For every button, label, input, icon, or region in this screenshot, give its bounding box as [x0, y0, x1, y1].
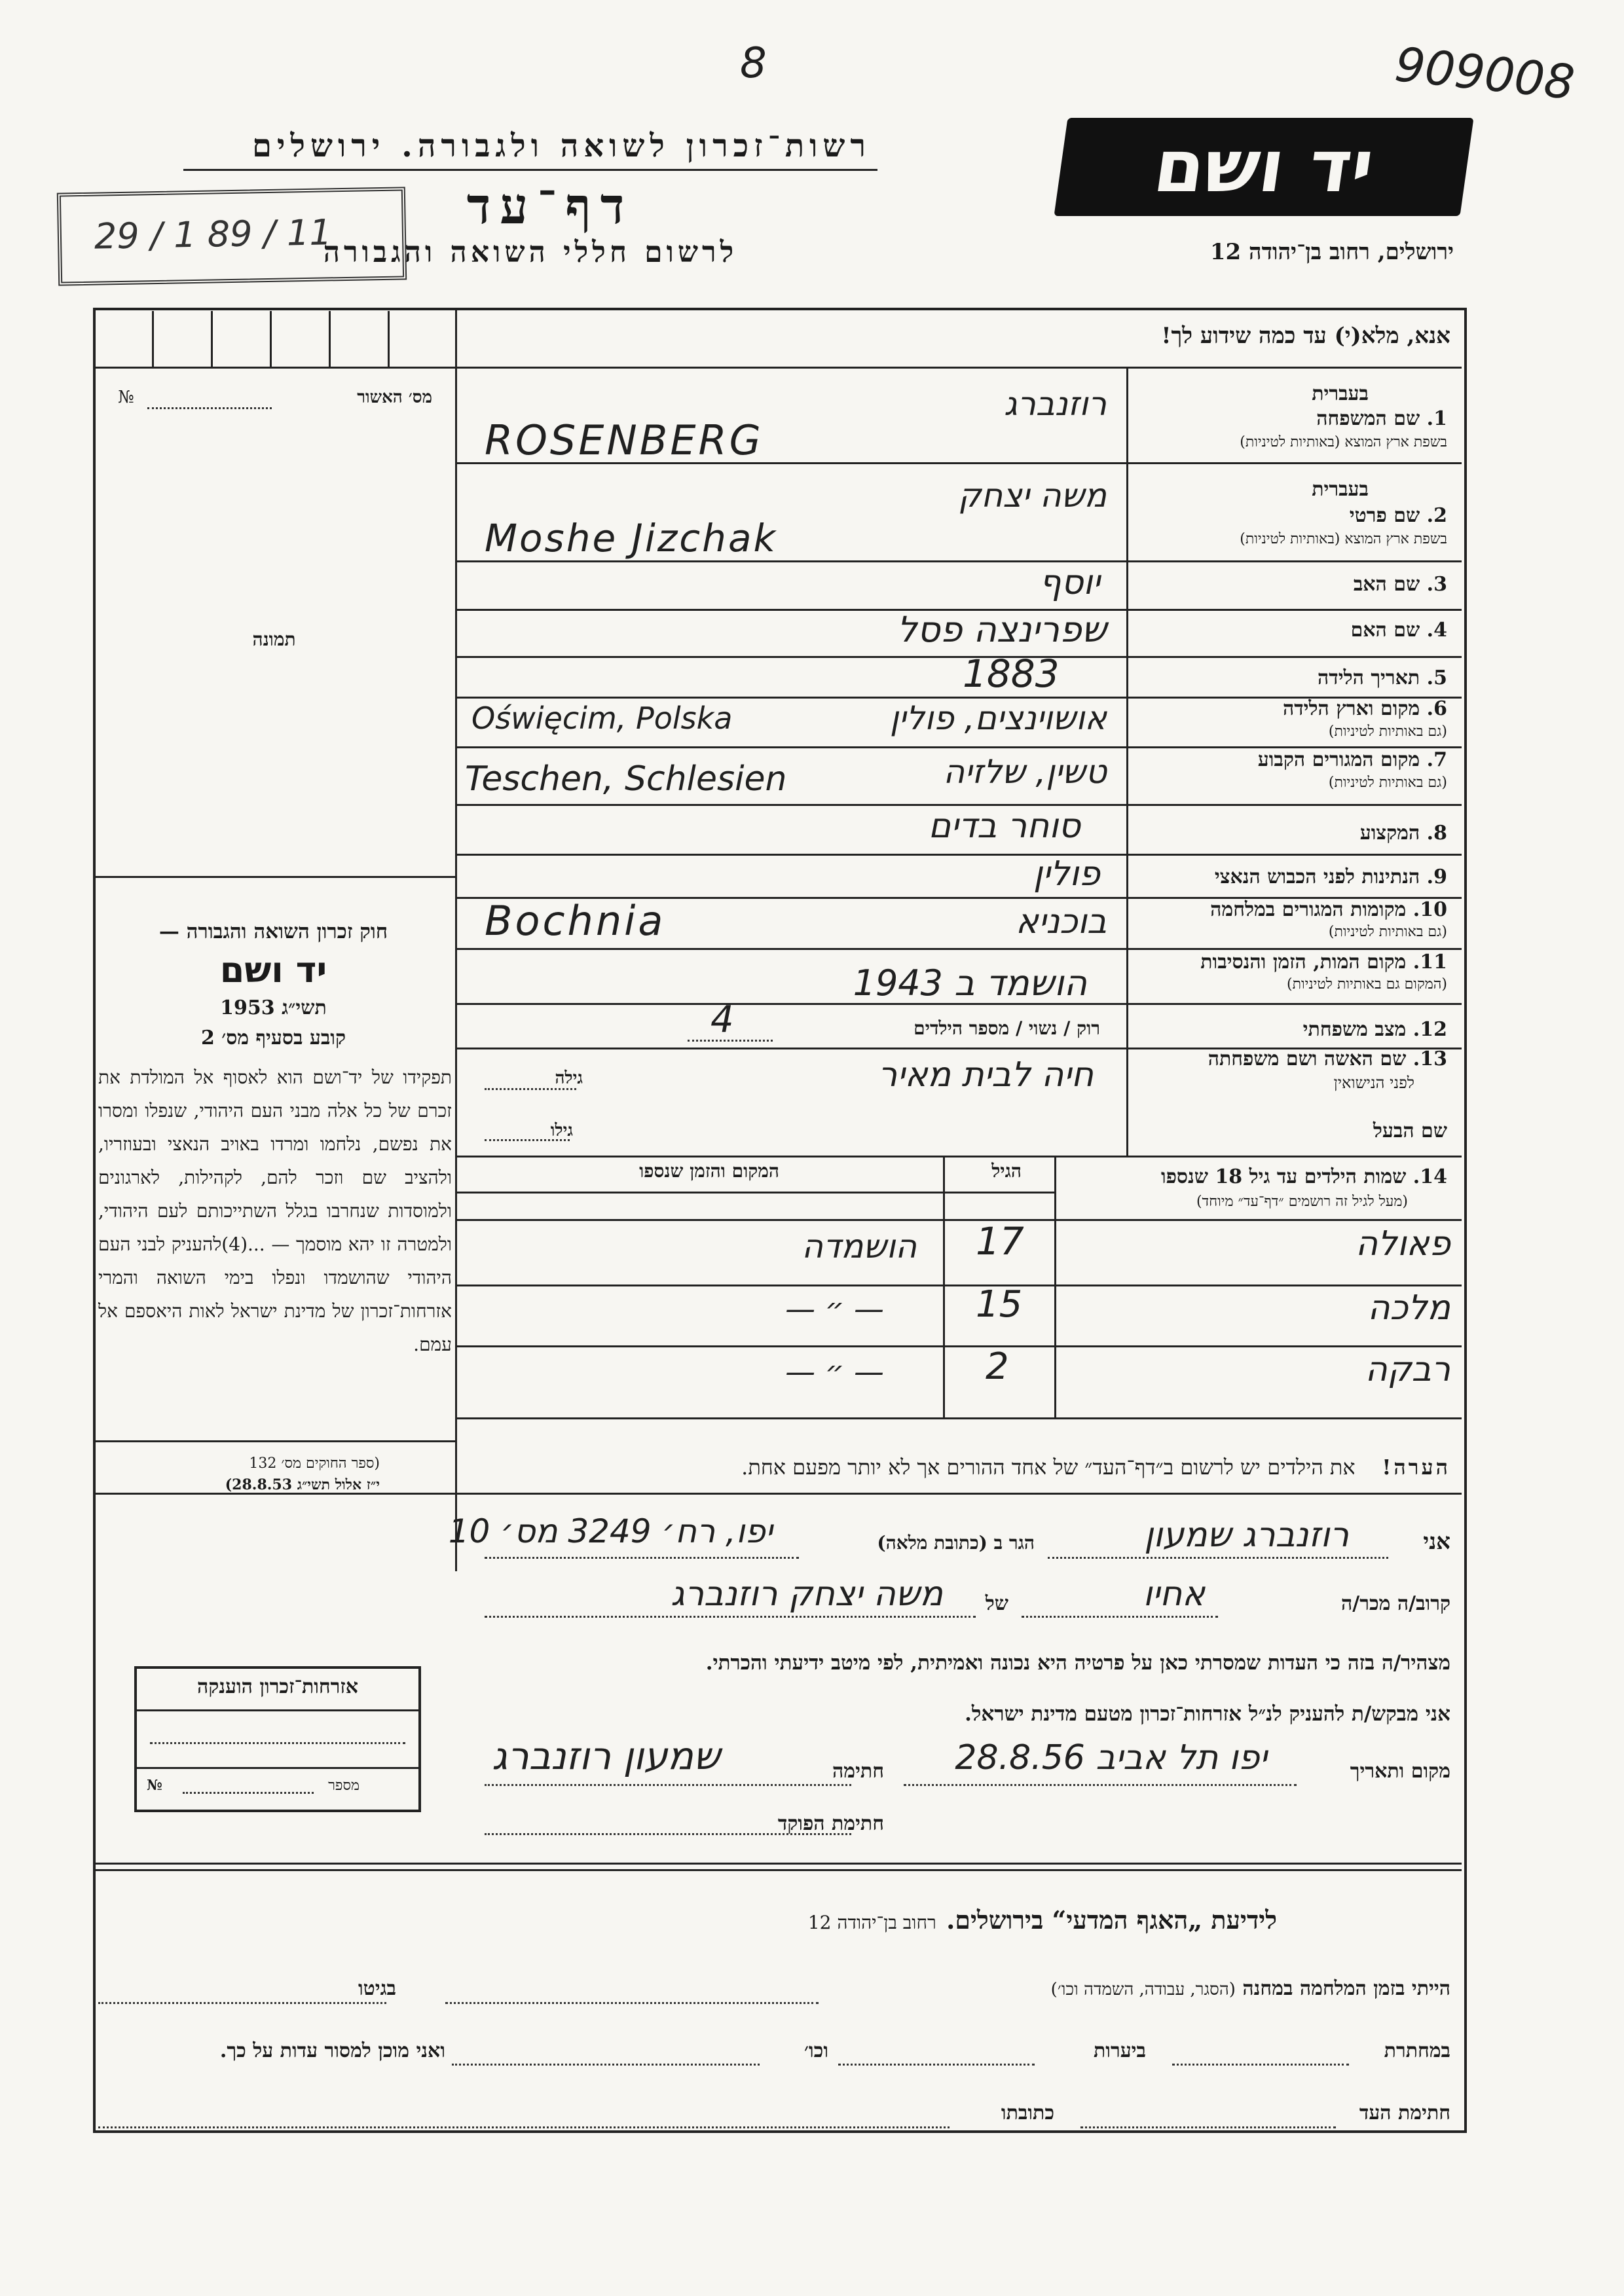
forests-field[interactable]	[838, 2064, 1035, 2066]
law-title: חוק זכרון השואה והגבורה —	[158, 920, 388, 943]
labels-column-divider	[1126, 367, 1128, 1156]
officer-signature-field[interactable]	[485, 1833, 851, 1835]
wartime-residence-hebrew[interactable]: בוכניא	[1016, 902, 1107, 941]
field-4-label: 4. שם האם	[1350, 619, 1447, 642]
child-age[interactable]: 2	[986, 1345, 1009, 1388]
camp-field[interactable]	[445, 2002, 819, 2004]
footer-camp-types: (הסגר, עבודה, השמדה וכו׳)	[1050, 1980, 1236, 1999]
child-age[interactable]: 17	[976, 1219, 1024, 1264]
place-date-label: מקום ותאריך	[1350, 1760, 1450, 1783]
field-1-hebrew-tag: בעברית	[1312, 382, 1369, 405]
law-reference-2: י״ז אלול תשי״ג 28.8.53)	[225, 1476, 380, 1493]
citizenship-number-field[interactable]	[183, 1792, 314, 1794]
field-14-label: 14. שמות הילדים עד גיל 18 שנספו	[1160, 1165, 1447, 1188]
received-stamp	[57, 187, 407, 285]
witness-address[interactable]: יפו, רח׳ 3249 מס׳ 10	[448, 1512, 773, 1550]
footer-witness-signature-label: חתימת העד	[1359, 2102, 1450, 2124]
declaration-request: אני מבקש/ת להעניק לנ״ל אזרחות־זכרון מטעם מדינת ישראל.	[965, 1702, 1450, 1726]
mother-name[interactable]: שפרינצה פסל	[896, 609, 1107, 650]
field-1-label: 1. שם המשפחה	[1316, 407, 1447, 430]
footer-testimony-text: ואני מוכן למסור עדות על כך.	[219, 2039, 445, 2062]
footer-ghetto-label: בגיטו	[358, 1977, 396, 2000]
declaration-ani: אני	[1423, 1529, 1450, 1555]
child-name[interactable]: פאולה	[1356, 1224, 1450, 1264]
family-name-latin[interactable]: ROSENBERG	[485, 416, 764, 464]
profession[interactable]: סוחר בדים	[928, 807, 1080, 846]
child-death-place[interactable]: — ״ —	[785, 1291, 884, 1326]
footer-camp-text: הייתי בזמן המלחמה במחנה	[1242, 1977, 1450, 2000]
field-3-label: 3. שם האב	[1353, 573, 1447, 596]
form-instruction: אנא, מלא(י) עד כמה שידוע לך!	[1161, 323, 1450, 349]
note-text: את הילדים יש לרשום ב״דף־העד״ של אחד ההורים אך לא יותר מפעם אחת.	[741, 1455, 1356, 1480]
footer-forests-label: ביערות	[1093, 2039, 1146, 2062]
relative-label: קרוב/ה מכר/ה	[1341, 1592, 1450, 1615]
field-2-note: בשפת ארץ המוצא (באותיות לטיניות)	[1240, 531, 1447, 547]
child-death-place[interactable]: — ״ —	[785, 1354, 884, 1389]
footer-title	[808, 1905, 1277, 1935]
approval-no-sign: №	[118, 388, 134, 407]
relation[interactable]: אחיו	[1143, 1575, 1205, 1614]
citizenship-box	[134, 1666, 421, 1812]
signature-label: חתימה	[832, 1760, 884, 1783]
law-section: קובע בסעיף מס׳ 2	[200, 1027, 346, 1049]
stamp-date: 29 / 1 89 / 11	[94, 211, 333, 257]
marital-status-options[interactable]: רוק / נשוי / מספר הילדים	[913, 1017, 1100, 1039]
field-5-label: 5. תאריך הלידה	[1318, 666, 1447, 689]
children-place-header: המקום והזמן שנספו	[639, 1160, 779, 1182]
husband-age-label: גילו	[550, 1121, 573, 1140]
law-logo: יד ושם	[219, 949, 327, 991]
husband-age-field[interactable]	[485, 1139, 570, 1141]
citizenship-number-label: מספר	[328, 1777, 360, 1794]
wife-age-label: גילה	[555, 1068, 583, 1088]
wife-age-field[interactable]	[485, 1088, 576, 1090]
field-7-note: (גם באותיות לטיניות)	[1328, 774, 1447, 791]
child-name[interactable]: רבקה	[1365, 1350, 1450, 1389]
children-count[interactable]: 4	[710, 998, 734, 1041]
field-12-label: 12. מצב משפחתי	[1302, 1018, 1447, 1041]
field-11-label: 11. מקום המות, הזמן והנסיבות	[1200, 951, 1447, 974]
nationality[interactable]: פולין	[1033, 854, 1100, 894]
declaration-statement: מצהיר/ה בזה כי העדות שמסרתי כאן על פרטיה היא נכונה ואמיתית, לפי מיטב ידיעתי והכרתי.	[705, 1651, 1450, 1675]
field-10-note: (גם באותיות לטיניות)	[1328, 924, 1447, 940]
wartime-residence-latin[interactable]: Bochnia	[485, 897, 666, 945]
note-line	[741, 1455, 1450, 1480]
etc-field[interactable]	[452, 2064, 760, 2066]
page-number: 8	[740, 39, 767, 88]
header-address: ירושלים, רחוב בן־יהודה 12	[1209, 239, 1454, 265]
witness-name[interactable]: רוזנברג שמעון	[1144, 1516, 1349, 1555]
resides-label: הגר ב (כתובת מלאה)	[877, 1532, 1035, 1554]
footer-address-label: כתובתו	[1001, 2102, 1054, 2124]
husband-label: שם הבעל	[1373, 1120, 1447, 1142]
field-7-label: 7. מקום המגורים הקבוע	[1257, 748, 1447, 771]
ghetto-field[interactable]	[98, 2002, 386, 2004]
citizenship-box-title: אזרחות־זכרון הוענקה	[196, 1675, 359, 1698]
field-14-note: (מעל לגיל זה רושמים ״דף־עד״ מיוחד)	[1196, 1194, 1408, 1210]
field-13-label: 13. שם האשה ושם משפחתה	[1208, 1048, 1447, 1070]
field-6-note: (גם באותיות לטיניות)	[1328, 723, 1447, 740]
place-date-value[interactable]: יפו תל אביב 28.8.56	[955, 1738, 1267, 1777]
child-death-place[interactable]: הושמדה	[802, 1228, 917, 1266]
footer-title-text: לידיעת „האגף המדעי“ בירושלים.	[946, 1905, 1277, 1935]
field-2-hebrew-tag: בעברית	[1312, 478, 1369, 501]
approval-label: מס׳ האשור	[357, 388, 432, 407]
left-column-divider	[455, 308, 457, 1571]
footer-line-1	[1051, 1977, 1450, 2000]
birthplace-hebrew[interactable]: אושוינצים, פולין	[889, 699, 1107, 737]
field-10-label: 10. מקומות המגורים במלחמה	[1210, 898, 1447, 921]
approval-number-field[interactable]	[147, 407, 272, 409]
law-year: תשי״ג 1953	[220, 996, 327, 1019]
deceased-name[interactable]: משה יצחק רוזנברג	[671, 1575, 943, 1614]
footer-address-field[interactable]	[98, 2126, 950, 2128]
footer-address: רחוב בן־יהודה 12	[807, 1912, 936, 1933]
child-name[interactable]: מלכה	[1367, 1288, 1450, 1328]
field-6-label: 6. מקום וארץ הלידה	[1282, 697, 1447, 720]
death-place-time[interactable]: הושמד ב 1943	[853, 962, 1087, 1004]
birth-date[interactable]: 1883	[963, 651, 1060, 696]
father-name[interactable]: יוסף	[1039, 563, 1100, 602]
note-label: הערה!	[1382, 1455, 1450, 1480]
footer-underground-label: במחתרת	[1384, 2039, 1450, 2062]
form-title: דף־עד	[466, 177, 634, 235]
footer-etc-label: וכו׳	[804, 2039, 828, 2062]
institution-title: רשות־זכרון לשואה ולגבורה. ירושלים	[251, 128, 871, 164]
residence-latin[interactable]: Teschen, Schlesien	[465, 759, 787, 799]
institution-underline	[183, 169, 877, 171]
archive-number: 909008	[1392, 36, 1578, 111]
citizenship-no-sign: №	[147, 1777, 162, 1794]
field-8-label: 8. המקצוע	[1359, 822, 1447, 845]
child-age[interactable]: 15	[976, 1283, 1023, 1326]
form-subtitle: לרשום חללי השואה והגבורה	[323, 236, 738, 269]
law-reference-1: (ספר החוקים מס׳ 132	[249, 1455, 380, 1472]
law-text: תפקידו של יד־ושם הוא לאסוף אל המולדת את זכרם של כל אלה מבני העם היהודי, שנפלו ומסרו את נפשם, נלחמו ומרדו באויב הנאצי ובעוזריו, ולהציב שם וזכר להם, לקהילות, לארגונים ולמוסדות שנחרבו בגלל השתייכותם לעם היהודי, ולמטרה זו יהא מוסמך — ...(4)להעניק לבני העם היהודי שהושמדו ונפלו בימי השואה והמרי אזרחות־זכרון של מדינת ישראל לאות היאספם אל עמם.	[98, 1066, 452, 1355]
residence-hebrew[interactable]: טשין, שלזיה	[943, 753, 1107, 791]
of-label: של	[985, 1592, 1008, 1615]
field-1-note: בשפת ארץ המוצא (באותיות לטיניות)	[1240, 434, 1447, 450]
footer-witness-signature-field[interactable]	[1080, 2126, 1336, 2128]
field-11-note: (המקום גם באותיות לטיניות)	[1287, 976, 1447, 993]
field-9-label: 9. הנתינות לפני הכבוש הנאצי	[1214, 866, 1447, 888]
field-13-note: לפני הנישואין	[1333, 1074, 1414, 1092]
wife-name[interactable]: חיה לבית מאיר	[877, 1055, 1094, 1095]
officer-signature-label: חתימת הפוקד	[777, 1812, 884, 1835]
children-age-header: הגיל	[991, 1160, 1022, 1182]
photo-label: תמונה	[252, 629, 296, 650]
logo	[1054, 118, 1473, 216]
birthplace-latin[interactable]: Oświęcim, Polska	[471, 701, 733, 736]
witness-signature: שמעון רוזנברג	[492, 1734, 720, 1778]
first-name-hebrew[interactable]: משה יצחק	[958, 477, 1107, 515]
family-name-hebrew[interactable]: רוזנברג	[1004, 385, 1107, 423]
underground-field[interactable]	[1172, 2064, 1349, 2066]
logo-text: יד ושם	[1149, 124, 1379, 208]
field-2-label: 2. שם פרטי	[1349, 504, 1447, 527]
first-name-latin[interactable]: Moshe Jizchak	[485, 516, 778, 560]
